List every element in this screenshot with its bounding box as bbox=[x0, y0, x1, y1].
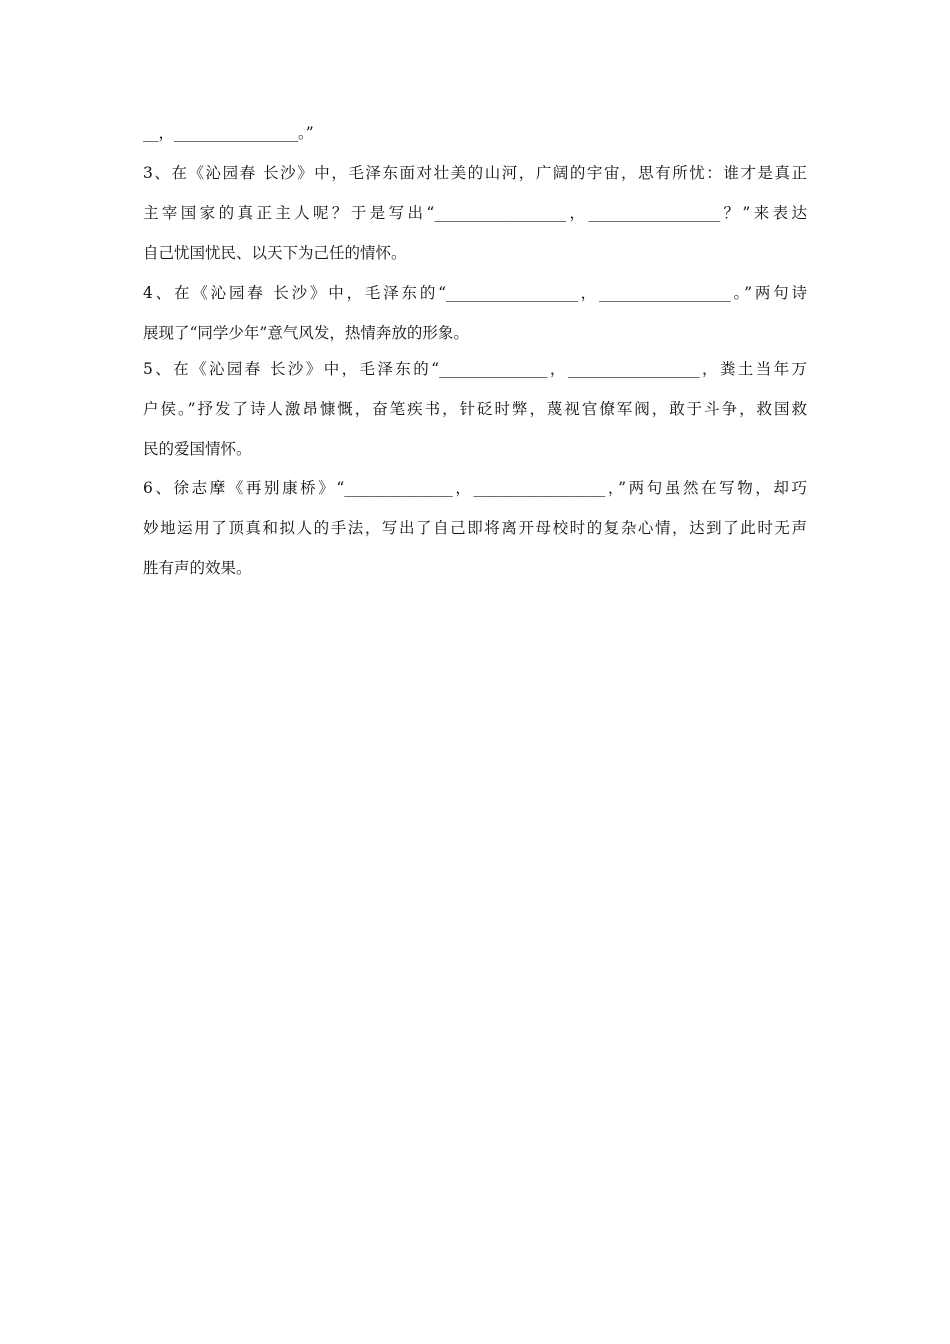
text-line-q3-1: 3、在《沁园春 长沙》中，毛泽东面对壮美的山河，广阔的宇宙，思有所忧：谁才是真正 bbox=[143, 164, 807, 182]
text-line-q6-2: 妙地运用了顶真和拟人的手法，写出了自己即将离开母校时的复杂心情，达到了此时无声 bbox=[143, 519, 807, 537]
text-line-q5-1: 5、在《沁园春 长沙》中，毛泽东的“______________，_________________，粪土当年万 bbox=[143, 360, 807, 378]
text-line-q4-2: 展现了“同学少年”意气风发，热情奔放的形象。 bbox=[143, 324, 469, 342]
text-line-q6-1: 6、徐志摩《再别康桥》“______________，_________________，”两句虽然在写物，却巧 bbox=[143, 479, 807, 497]
text-line-q3-2: 主宰国家的真正主人呢？于是写出“_________________，_________________？”来表达 bbox=[143, 204, 807, 222]
text-line-q3-3: 自己忧国忧民、以天下为己任的情怀。 bbox=[143, 244, 407, 262]
text-line-q4-1: 4、在《沁园春 长沙》中，毛泽东的“_________________，_________________。”两句诗 bbox=[143, 284, 807, 302]
text-line-q5-3: 民的爱国情怀。 bbox=[143, 440, 252, 458]
text-line-q5-2: 户侯。”抒发了诗人激昂慷慨，奋笔疾书，针砭时弊，蔑视官僚军阀，敢于斗争，救国救 bbox=[143, 400, 807, 418]
text-line-q6-3: 胜有声的效果。 bbox=[143, 559, 252, 577]
text-line-q2-end: __，________________。” bbox=[143, 124, 314, 142]
